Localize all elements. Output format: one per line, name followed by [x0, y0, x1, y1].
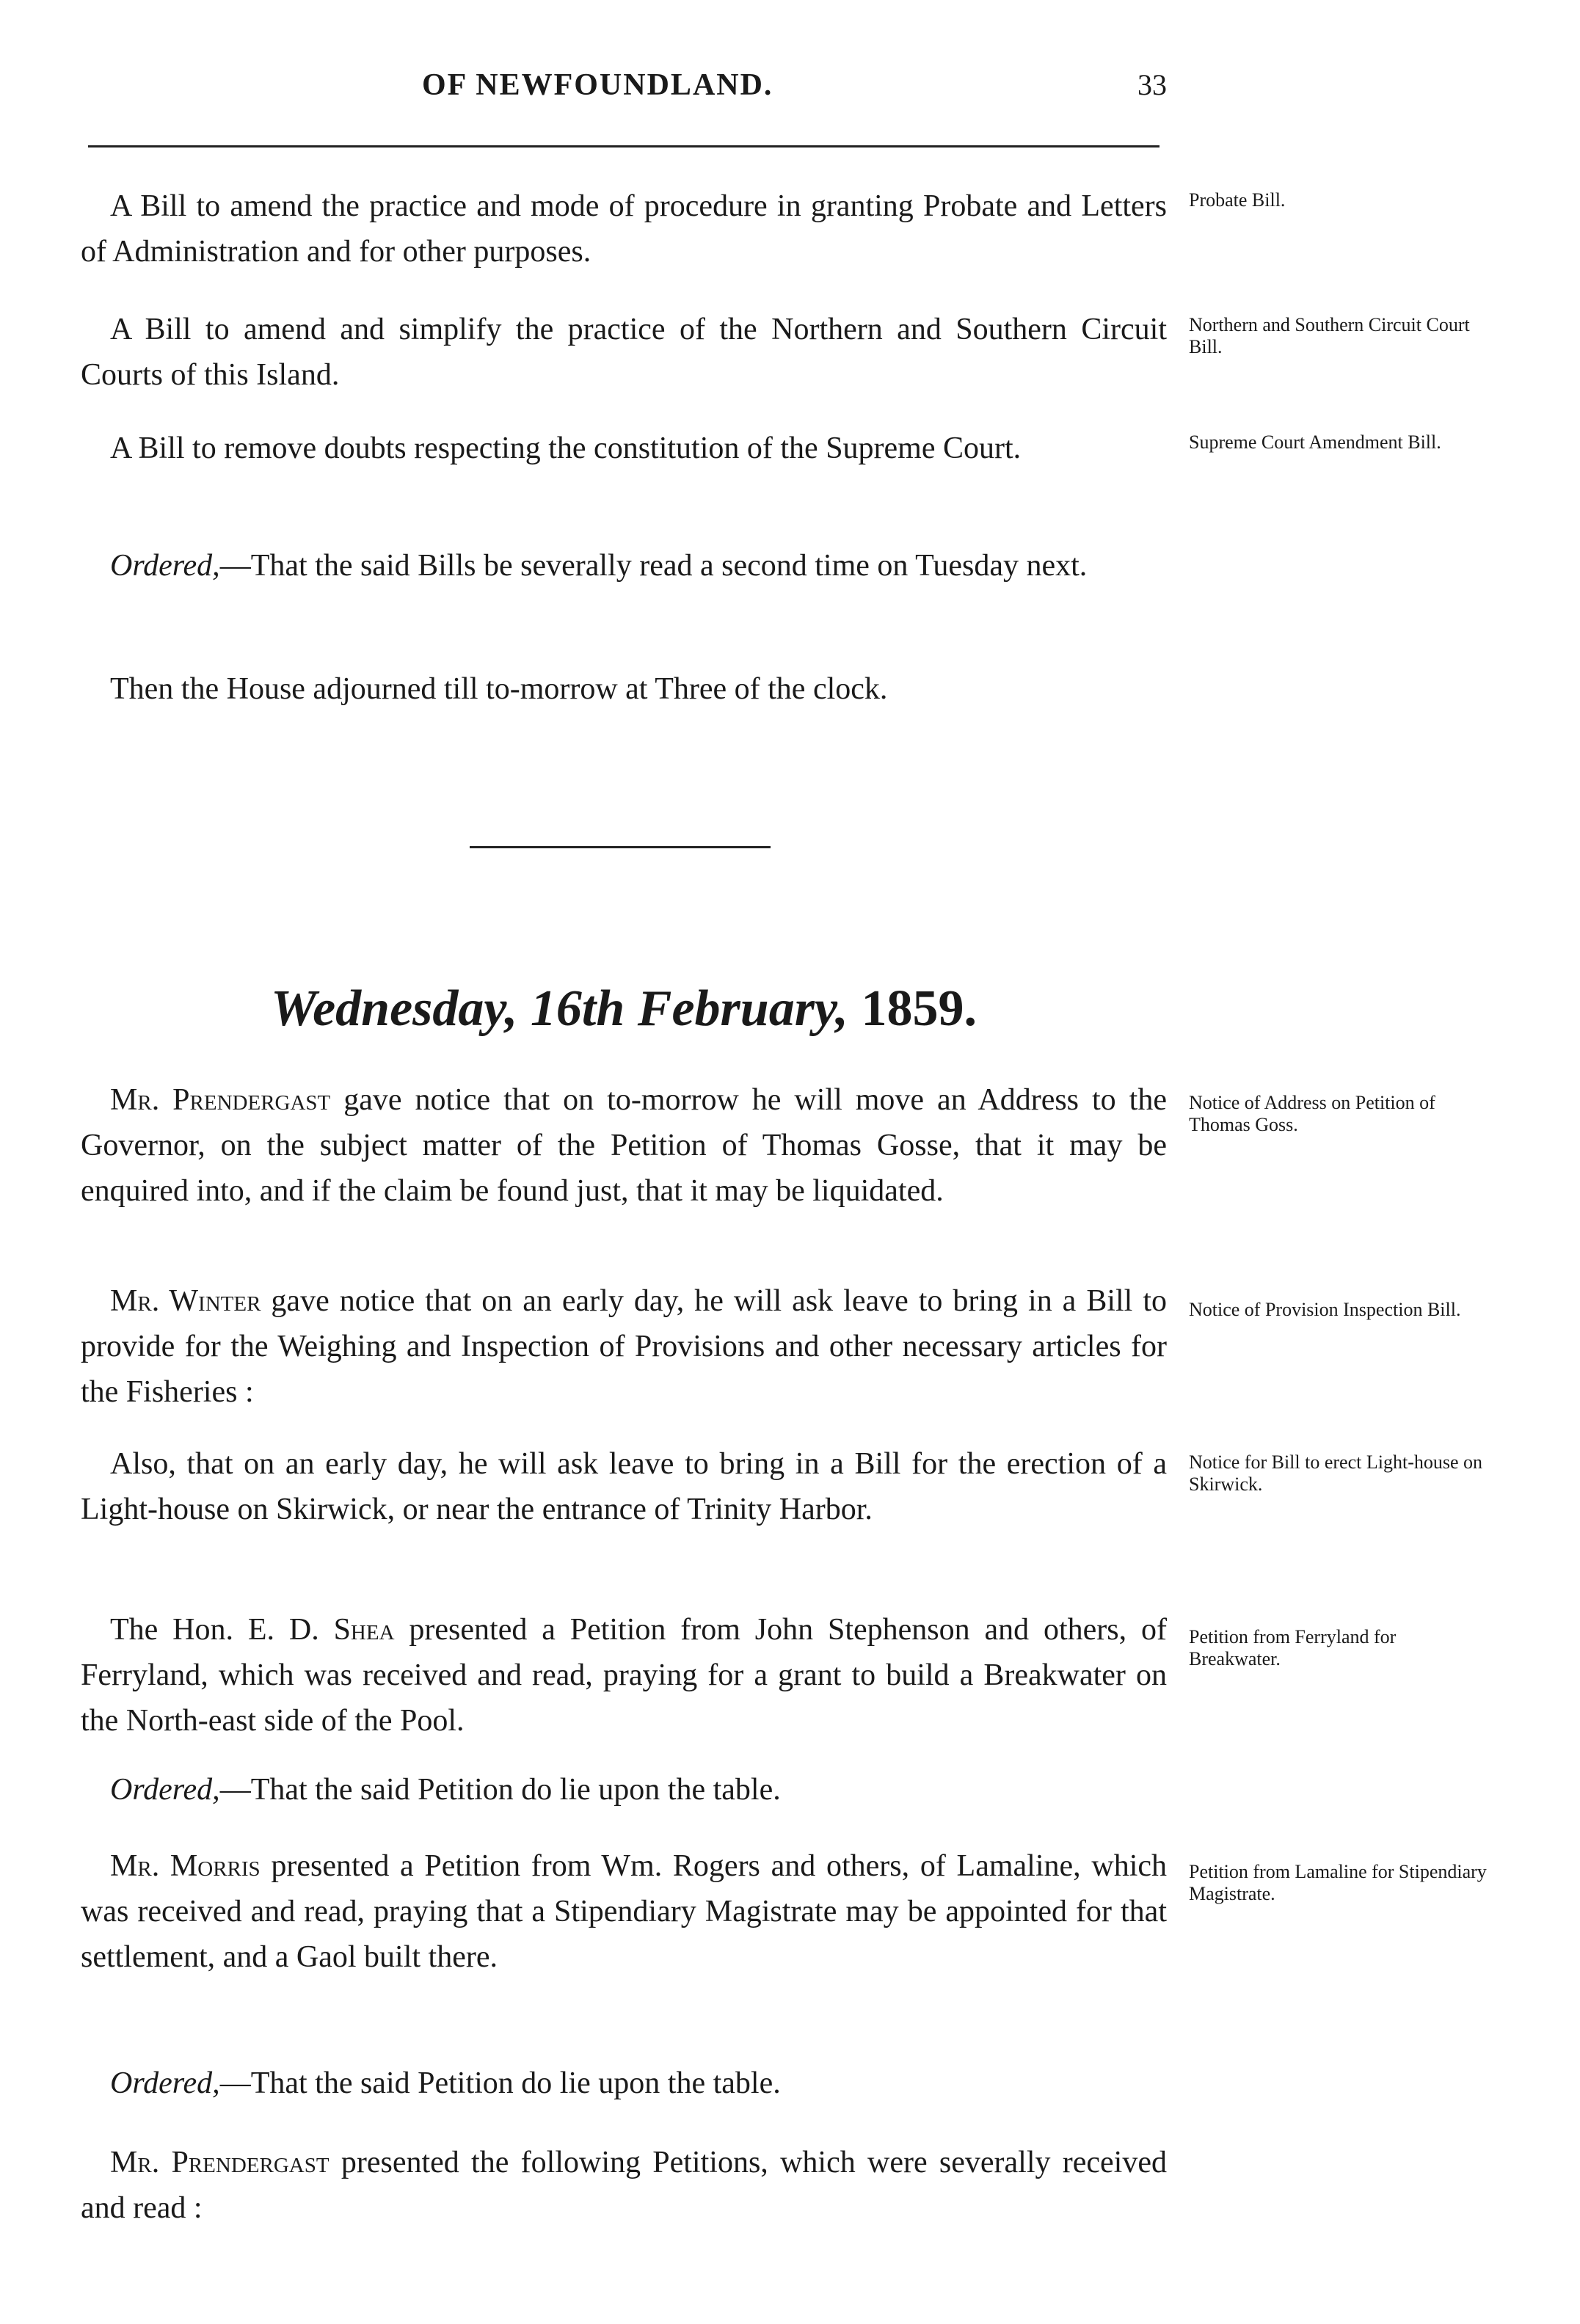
heading-date: 16th [530, 980, 625, 1037]
paragraph-text: presented a Petition from John Stephenson and others, of Ferryland, which was received and read, praying for a grant to build a Breakwater on the North-east side of the Pool. [81, 1613, 1167, 1738]
paragraph-adjourned [81, 666, 1167, 712]
paragraph-lead: The Hon. E. D. [110, 1613, 334, 1647]
margin-note-address: Notice of Address on Petition of Thomas Goss. [1189, 1092, 1435, 1135]
running-header [88, 68, 1167, 112]
day-heading [0, 980, 1248, 1038]
margin-note-ferryland: Petition from Ferryland for Breakwater. [1189, 1626, 1397, 1669]
member-name: Mr. Winter [110, 1284, 261, 1318]
paragraph-supreme-court-bill [81, 426, 1167, 471]
ordered-text: —That the said Petition do lie upon the table. [219, 1773, 781, 1807]
section-divider [470, 846, 771, 848]
ordered-text: —That the said Petition do lie upon the table. [219, 2066, 781, 2100]
paragraph-text: A Bill to amend and simplify the practice of the Northern and Southern Circuit Courts of this Island. [81, 313, 1167, 392]
paragraph-probate-bill [81, 183, 1167, 274]
paragraph-morris-petition [81, 1843, 1167, 1980]
paragraph-text: presented a Petition from Wm. Rogers and others, of Lamaline, which was received and read, praying that a Stipendiary Magistrate may be appointed for that settlement, and a Gaol built there. [81, 1849, 1167, 1974]
member-name: Mr. Prendergast [110, 1083, 331, 1117]
ordered-label: Ordered, [110, 549, 220, 583]
heading-year: 1859. [861, 980, 977, 1037]
paragraph-ordered-lie-table-2 [81, 2061, 1167, 2106]
margin-note-probate: Probate Bill. [1189, 189, 1286, 211]
heading-weekday: Wednesday, [271, 980, 518, 1037]
paragraph-prendergast-petitions [81, 2140, 1167, 2231]
paragraph-winter-provisions [81, 1278, 1167, 1415]
heading-month: February, [637, 980, 848, 1037]
ordered-label: Ordered, [110, 2066, 220, 2100]
ordered-label: Ordered, [110, 1773, 220, 1807]
header-title: OF NEWFOUNDLAND. [422, 68, 773, 102]
member-name: Mr. Morris [110, 1849, 261, 1883]
paragraph-circuit-courts-bill [81, 307, 1167, 398]
paragraph-text: gave notice that on an early day, he will ask leave to bring in a Bill to provide for the Weighing and Inspection of Provisions and other necessary articles for the Fisheries : [81, 1284, 1167, 1409]
paragraph-text: A Bill to remove doubts respecting the constitution of the Supreme Court. [110, 431, 1022, 465]
paragraph-lighthouse [81, 1441, 1167, 1532]
margin-note-provision: Notice of Provision Inspection Bill. [1189, 1299, 1461, 1320]
margin-note-circuit-court: Northern and Southern Circuit Court Bill. [1189, 314, 1470, 357]
paragraph-text: Then the House adjourned till to-morrow at Three of the clock. [110, 672, 888, 706]
member-name: Shea [333, 1613, 395, 1647]
margin-note-lamaline: Petition from Lamaline for Stipendiary Magistrate. [1189, 1861, 1487, 1904]
paragraph-text: Also, that on an early day, he will ask leave to bring in a Bill for the erection of a Light-house on Skirwick, or near the entrance of Trinity Harbor. [81, 1447, 1167, 1526]
paragraph-prendergast-address [81, 1077, 1167, 1214]
ordered-text: —That the said Bills be severally read a second time on Tuesday next. [219, 549, 1088, 583]
paragraph-text: A Bill to amend the practice and mode of procedure in granting Probate and Letters of Administration and for other purposes. [81, 189, 1167, 269]
margin-note-supreme-court: Supreme Court Amendment Bill. [1189, 431, 1441, 453]
margin-note-lighthouse: Notice for Bill to erect Light-house on Skirwick. [1189, 1451, 1483, 1495]
page-number: 33 [1137, 68, 1167, 101]
header-rule [88, 145, 1159, 147]
paragraph-text: gave notice that on to-morrow he will move an Address to the Governor, on the subject matter of the Petition of Thomas Gosse, that it may be enquired into, and if the claim be found just, that it may be liquidated. [81, 1083, 1167, 1208]
paragraph-ordered-second-reading [81, 543, 1167, 589]
paragraph-shea-petition [81, 1607, 1167, 1744]
paragraph-text: presented the following Petitions, which were severally received and read : [81, 2146, 1167, 2225]
paragraph-ordered-lie-table-1 [81, 1767, 1167, 1813]
member-name: Mr. Prendergast [110, 2146, 330, 2179]
